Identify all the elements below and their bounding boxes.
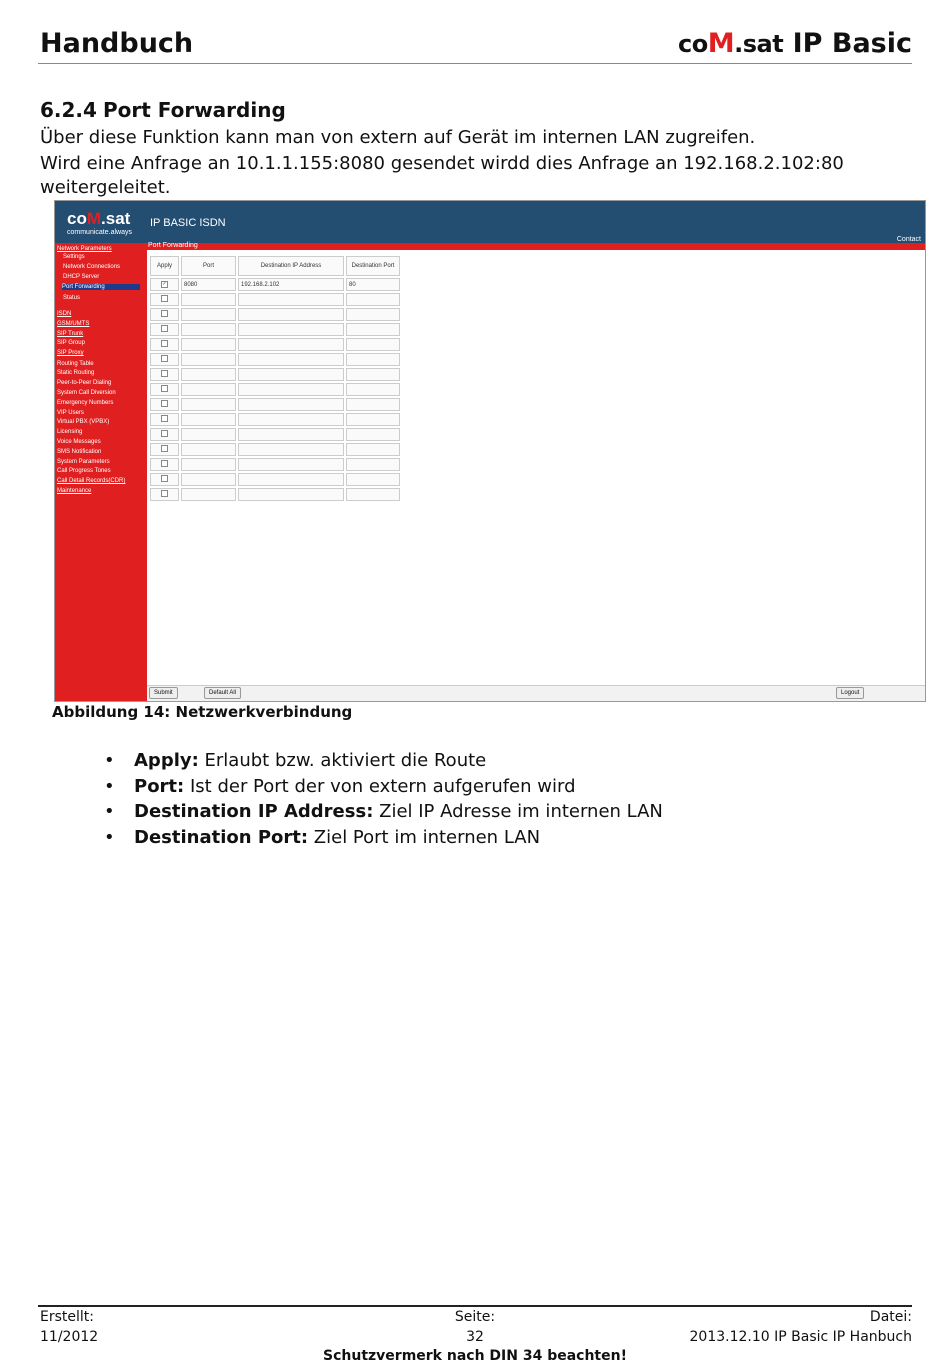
header-rule bbox=[38, 63, 912, 64]
dest-port-input[interactable] bbox=[346, 398, 400, 411]
nav-voice-messages[interactable]: Voice Messages bbox=[57, 439, 101, 445]
port-input[interactable] bbox=[181, 323, 236, 336]
table-row bbox=[150, 368, 400, 381]
footer-file-value: 2013.12.10 IP Basic IP Hanbuch bbox=[689, 1329, 912, 1345]
app-tagline: communicate.always bbox=[67, 229, 132, 236]
nav-emergency-numbers[interactable]: Emergency Numbers bbox=[57, 400, 114, 406]
list-item bbox=[100, 799, 663, 825]
dest-port-input[interactable] bbox=[346, 368, 400, 381]
contact-link[interactable]: Contact bbox=[896, 236, 921, 243]
dest-ip-input[interactable] bbox=[238, 368, 344, 381]
nav-vpbx[interactable]: Virtual PBX (VPBX) bbox=[57, 419, 110, 425]
screenshot-port-forwarding bbox=[54, 200, 926, 702]
section-number: 6.2.4 bbox=[40, 98, 97, 122]
port-input[interactable] bbox=[181, 368, 236, 381]
nav-maintenance[interactable]: Maintenance bbox=[57, 488, 92, 494]
port-input[interactable] bbox=[181, 458, 236, 471]
column-header-dest-port: Destination Port bbox=[346, 256, 400, 276]
dest-ip-input[interactable] bbox=[238, 458, 344, 471]
logout-button[interactable]: Logout bbox=[836, 687, 864, 699]
port-forwarding-table bbox=[148, 254, 402, 503]
port-input[interactable]: 8080 bbox=[181, 278, 236, 291]
table-row bbox=[150, 413, 400, 426]
nav-sip-trunk[interactable]: SIP Trunk bbox=[57, 331, 84, 337]
list-text: Ist der Port der von extern aufgerufen wird bbox=[184, 775, 576, 797]
apply-checkbox[interactable] bbox=[161, 385, 168, 392]
port-input[interactable] bbox=[181, 293, 236, 306]
apply-checkbox[interactable] bbox=[161, 400, 168, 407]
nav-sms-notification[interactable]: SMS Notification bbox=[57, 449, 102, 455]
dest-port-input[interactable] bbox=[346, 383, 400, 396]
footer-page-label: Seite: bbox=[454, 1309, 496, 1325]
nav-settings[interactable]: Settings bbox=[63, 254, 85, 260]
button-bar bbox=[147, 685, 925, 702]
table-row bbox=[150, 293, 400, 306]
list-term: Apply: bbox=[134, 750, 199, 771]
nav-system-parameters[interactable]: System Parameters bbox=[57, 459, 110, 465]
figure-caption: Abbildung 14: Netzwerkverbindung bbox=[52, 703, 353, 721]
table-row bbox=[150, 278, 400, 291]
dest-port-input[interactable] bbox=[346, 293, 400, 306]
dest-ip-input[interactable] bbox=[238, 488, 344, 501]
sidebar bbox=[55, 243, 147, 701]
apply-checkbox[interactable] bbox=[161, 355, 168, 362]
apply-checkbox[interactable] bbox=[161, 370, 168, 377]
nav-network-connections[interactable]: Network Connections bbox=[63, 264, 121, 270]
port-input[interactable] bbox=[181, 398, 236, 411]
dest-ip-input[interactable] bbox=[238, 338, 344, 351]
footer-page-number: 32 bbox=[466, 1329, 484, 1345]
dest-ip-input[interactable] bbox=[238, 443, 344, 456]
table-row bbox=[150, 338, 400, 351]
app-page-title: IP BASIC ISDN bbox=[150, 217, 226, 229]
dest-port-input[interactable] bbox=[346, 458, 400, 471]
dest-port-input[interactable] bbox=[346, 428, 400, 441]
nav-sip-group[interactable]: SIP Group bbox=[57, 340, 85, 346]
column-header-port: Port bbox=[181, 256, 236, 276]
section-title: Port Forwarding bbox=[102, 98, 286, 122]
dest-port-input[interactable] bbox=[346, 338, 400, 351]
dest-port-input[interactable]: 80 bbox=[346, 278, 400, 291]
section-heading bbox=[40, 98, 286, 122]
dest-port-input[interactable] bbox=[346, 413, 400, 426]
apply-checkbox[interactable]: ✓ bbox=[162, 281, 167, 287]
table-row bbox=[150, 383, 400, 396]
nav-routing-table[interactable]: Routing Table bbox=[57, 361, 94, 367]
dest-port-input[interactable] bbox=[346, 323, 400, 336]
submit-button[interactable]: Submit bbox=[149, 687, 178, 699]
breadcrumb: Port Forwarding bbox=[148, 242, 198, 249]
table-row bbox=[150, 398, 400, 411]
column-header-dest-ip: Destination IP Address bbox=[238, 256, 344, 276]
nav-isdn[interactable]: ISDN bbox=[57, 311, 72, 317]
brand bbox=[678, 28, 912, 59]
apply-checkbox[interactable] bbox=[161, 325, 168, 332]
footer-file-label: Datei: bbox=[869, 1309, 912, 1325]
paragraph-example: Wird eine Anfrage an 10.1.1.155:8080 gesendet wirdd dies Anfrage an 192.168.2.102:80 weitergeleitet. bbox=[40, 153, 844, 198]
brand-logo: coM.sat bbox=[678, 28, 784, 59]
app-logo: coM.sat bbox=[67, 209, 131, 228]
list-item bbox=[100, 748, 663, 774]
port-input[interactable] bbox=[181, 473, 236, 486]
port-input[interactable] bbox=[181, 353, 236, 366]
port-input[interactable] bbox=[181, 443, 236, 456]
dest-ip-input[interactable] bbox=[238, 398, 344, 411]
list-item bbox=[100, 774, 663, 800]
default-all-button[interactable]: Default All bbox=[204, 687, 241, 699]
table-row bbox=[150, 473, 400, 486]
dest-ip-input[interactable]: 192.168.2.102 bbox=[238, 278, 344, 291]
list-text: Ziel Port im internen LAN bbox=[308, 826, 541, 848]
list-text: Erlaubt bzw. aktiviert die Route bbox=[198, 750, 487, 771]
table-row bbox=[150, 443, 400, 456]
nav-static-routing[interactable]: Static Routing bbox=[57, 370, 95, 376]
apply-checkbox[interactable] bbox=[161, 460, 168, 467]
apply-checkbox[interactable] bbox=[161, 295, 168, 302]
apply-checkbox[interactable] bbox=[161, 445, 168, 452]
footer-created-value: 11/2012 bbox=[40, 1329, 99, 1345]
nav-dhcp-server[interactable]: DHCP Server bbox=[63, 274, 100, 280]
dest-ip-input[interactable] bbox=[238, 383, 344, 396]
port-input[interactable] bbox=[181, 428, 236, 441]
apply-checkbox[interactable] bbox=[161, 310, 168, 317]
dest-port-input[interactable] bbox=[346, 443, 400, 456]
document-title: Handbuch bbox=[40, 28, 194, 59]
dest-ip-input[interactable] bbox=[238, 413, 344, 426]
paragraph-intro: Über diese Funktion kann man von extern auf Gerät im internen LAN zugreifen. bbox=[40, 127, 756, 148]
nav-cdr[interactable]: Call Detail Records(CDR) bbox=[57, 478, 126, 484]
list-text: Ziel IP Adresse im internen LAN bbox=[373, 801, 663, 822]
list-term: Port: bbox=[134, 775, 185, 797]
port-input[interactable] bbox=[181, 488, 236, 501]
dest-port-input[interactable] bbox=[346, 308, 400, 321]
nav-gsm-umts[interactable]: GSM/UMTS bbox=[57, 321, 90, 327]
table-row bbox=[150, 308, 400, 321]
nav-vip-users[interactable]: VIP Users bbox=[57, 410, 84, 416]
apply-checkbox[interactable] bbox=[161, 475, 168, 482]
dest-ip-input[interactable] bbox=[238, 353, 344, 366]
nav-call-progress-tones[interactable]: Call Progress Tones bbox=[57, 468, 111, 474]
column-header-apply: Apply bbox=[150, 256, 179, 276]
dest-port-input[interactable] bbox=[346, 353, 400, 366]
apply-checkbox[interactable] bbox=[161, 340, 168, 347]
dest-ip-input[interactable] bbox=[238, 473, 344, 486]
table-row bbox=[150, 488, 400, 501]
list-term: Destination IP Address: bbox=[134, 801, 374, 822]
dest-port-input[interactable] bbox=[346, 473, 400, 486]
footer-protection-note: Schutzvermerk nach DIN 34 beachten! bbox=[323, 1348, 627, 1364]
list-item bbox=[100, 825, 663, 851]
nav-call-diversion[interactable]: System Call Diversion bbox=[57, 390, 116, 396]
dest-ip-input[interactable] bbox=[238, 428, 344, 441]
dest-ip-input[interactable] bbox=[238, 293, 344, 306]
dest-ip-input[interactable] bbox=[238, 323, 344, 336]
nav-peer-dialing[interactable]: Peer-to-Peer Dialing bbox=[57, 380, 112, 386]
field-description-list bbox=[100, 748, 663, 850]
table-row bbox=[150, 428, 400, 441]
dest-port-input[interactable] bbox=[346, 488, 400, 501]
nav-licensing[interactable]: Licensing bbox=[57, 429, 83, 435]
nav-port-forwarding[interactable]: Port Forwarding bbox=[62, 284, 140, 290]
port-input[interactable] bbox=[181, 413, 236, 426]
footer-rule bbox=[38, 1305, 912, 1307]
apply-checkbox[interactable] bbox=[161, 490, 168, 497]
port-input[interactable] bbox=[181, 308, 236, 321]
apply-checkbox[interactable] bbox=[161, 430, 168, 437]
port-input[interactable] bbox=[181, 338, 236, 351]
list-term: Destination Port: bbox=[134, 826, 309, 848]
breadcrumb-bar bbox=[147, 243, 925, 250]
footer-created-label: Erstellt: bbox=[40, 1309, 94, 1325]
port-input[interactable] bbox=[181, 383, 236, 396]
dest-ip-input[interactable] bbox=[238, 308, 344, 321]
nav-network-parameters[interactable]: Network Parameters bbox=[57, 246, 112, 252]
nav-status[interactable]: Status bbox=[63, 295, 81, 301]
brand-product: IP Basic bbox=[792, 28, 912, 59]
apply-checkbox[interactable] bbox=[161, 415, 168, 422]
table-row bbox=[150, 323, 400, 336]
nav-sip-proxy[interactable]: SIP Proxy bbox=[57, 350, 84, 356]
table-row bbox=[150, 458, 400, 471]
table-row bbox=[150, 353, 400, 366]
